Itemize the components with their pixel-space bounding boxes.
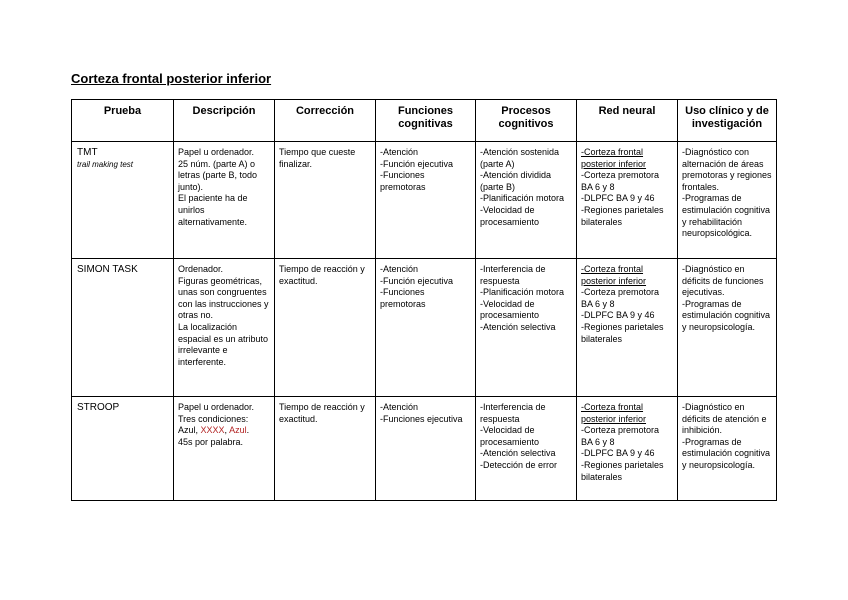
network-item: -Regiones parietales bilaterales — [581, 204, 664, 227]
process-item: -Atención dividida (parte B) — [480, 170, 552, 192]
function-item: -Funciones ejecutiva — [380, 413, 463, 424]
description-line: 25 núm. (parte A) o letras (parte B, todo junto). — [178, 158, 258, 192]
usage-cell — [678, 142, 777, 259]
network-cell — [577, 397, 678, 501]
process-item: -Velocidad de procesamiento — [480, 298, 540, 321]
test-name: TMT — [77, 147, 98, 158]
header-funciones: Funciones cognitivas — [376, 100, 476, 142]
usage-item: -Diagnóstico en déficits de atención e inhibición. — [682, 402, 767, 436]
network-item: -Regiones parietales bilaterales — [581, 321, 664, 344]
process-item: -Atención sostenida (parte A) — [480, 147, 560, 169]
description-line: Ordenador. — [178, 264, 224, 274]
processes-cell — [476, 142, 577, 259]
test-subtitle: trail making test — [77, 160, 134, 169]
network-item: -DLPFC BA 9 y 46 — [581, 448, 655, 459]
process-item: -Velocidad de procesamiento — [480, 425, 540, 447]
test-name-cell — [72, 259, 174, 397]
description-line: Papel u ordenador. — [178, 402, 255, 412]
network-item: -Corteza premotora BA 6 y 8 — [581, 287, 660, 309]
network-item: -DLPFC BA 9 y 46 — [581, 310, 655, 321]
header-prueba: Prueba — [72, 100, 174, 142]
test-name: STROOP — [77, 402, 120, 413]
functions-cell — [376, 259, 476, 397]
process-item: -Velocidad de procesamiento — [480, 204, 540, 227]
correction-cell — [275, 397, 376, 501]
process-item: -Interferencia de respuesta — [480, 402, 546, 424]
usage-item: -Programas de estimulación cognitiva y neuropsicología. — [682, 298, 771, 332]
page-title: Corteza frontal posterior inferior — [71, 71, 272, 86]
usage-cell — [678, 259, 777, 397]
usage-item: -Programas de estimulación cognitiva y neuropsicología. — [682, 436, 771, 470]
tests-table — [71, 99, 777, 501]
network-item: -Corteza frontal posterior inferior — [581, 264, 647, 286]
correction-cell — [275, 142, 376, 259]
process-item: -Atención selectiva — [480, 321, 556, 332]
test-name-cell — [72, 142, 174, 259]
table-row — [72, 397, 777, 501]
network-item: -Corteza frontal posterior inferior — [581, 147, 647, 169]
header-correccion: Corrección — [275, 100, 376, 142]
description-cell — [174, 142, 275, 259]
header-procesos: Procesos cognitivos — [476, 100, 577, 142]
function-item: -Función ejecutiva — [380, 275, 454, 286]
function-item: -Atención — [380, 264, 419, 274]
description-line: El paciente ha de unirlos alternativamente. — [178, 193, 248, 227]
description-line: Tres condiciones: — [178, 413, 249, 424]
description-line: 45s por palabra. — [178, 436, 244, 447]
process-item: -Atención selectiva — [480, 448, 556, 459]
description-line: Figuras geométricas, unas son congruentes con las instrucciones y otras no. — [178, 275, 269, 321]
description-line: Papel u ordenador. — [178, 147, 255, 157]
functions-cell — [376, 397, 476, 501]
usage-item: -Diagnóstico con alternación de áreas premotoras y regiones frontales. — [682, 147, 772, 192]
network-item: -Regiones parietales bilaterales — [581, 459, 664, 482]
function-item: -Función ejecutiva — [380, 158, 454, 169]
description-cell — [174, 397, 275, 501]
usage-cell — [678, 397, 777, 501]
table-header-row — [72, 100, 777, 142]
processes-cell — [476, 397, 577, 501]
correction-text: Tiempo de reacción y exactitud. — [279, 264, 365, 286]
word-xxxx: XXXX — [200, 425, 225, 436]
processes-cell — [476, 259, 577, 397]
network-cell — [577, 142, 678, 259]
description-line: La localización espacial es un atributo irrelevante e interferente. — [178, 321, 269, 367]
stroop-conditions: Azul, XXXX, Azul. — [178, 425, 250, 436]
network-cell — [577, 259, 678, 397]
header-red-neural: Red neural — [577, 100, 678, 142]
correction-text: Tiempo que cueste finalizar. — [279, 147, 356, 169]
table-row — [72, 142, 777, 259]
header-descripcion: Descripción — [174, 100, 275, 142]
network-item: -Corteza premotora BA 6 y 8 — [581, 425, 660, 447]
word-azul: Azul — [178, 425, 196, 436]
function-item: -Atención — [380, 402, 419, 412]
usage-item: -Diagnóstico en déficits de funciones ejecutivas. — [682, 264, 764, 298]
network-item: -Corteza premotora BA 6 y 8 — [581, 170, 660, 192]
process-item: -Interferencia de respuesta — [480, 264, 546, 286]
network-item: -DLPFC BA 9 y 46 — [581, 193, 655, 204]
function-item: -Atención — [380, 147, 419, 157]
header-uso-clinico: Uso clínico y de investigación — [678, 100, 777, 142]
process-item: -Detección de error — [480, 459, 558, 470]
word-azul-red: Azul — [229, 425, 247, 436]
process-item: -Planificación motora — [480, 193, 565, 204]
function-item: -Funciones premotoras — [380, 287, 426, 309]
description-cell — [174, 259, 275, 397]
functions-cell — [376, 142, 476, 259]
test-name: SIMON TASK — [77, 264, 138, 275]
process-item: -Planificación motora — [480, 287, 565, 298]
test-name-cell — [72, 397, 174, 501]
correction-text: Tiempo de reacción y exactitud. — [279, 402, 365, 424]
correction-cell — [275, 259, 376, 397]
table-row — [72, 259, 777, 397]
network-item: -Corteza frontal posterior inferior — [581, 402, 647, 424]
usage-item: -Programas de estimulación cognitiva y rehabilitación neuropsicológica. — [682, 193, 771, 239]
function-item: -Funciones premotoras — [380, 170, 426, 192]
